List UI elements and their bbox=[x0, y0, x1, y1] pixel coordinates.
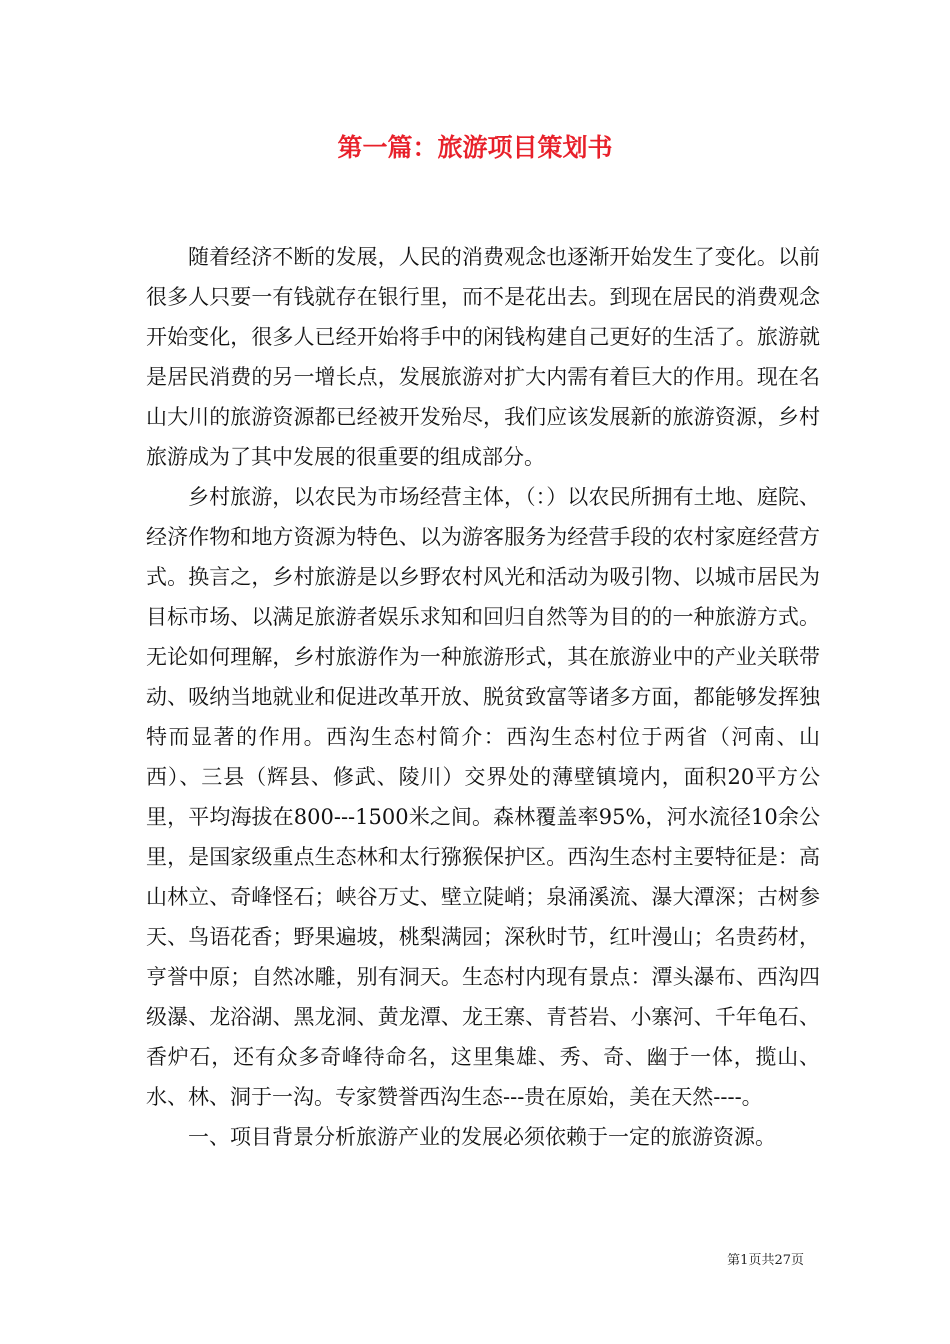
paragraph-intro: 随着经济不断的发展，人民的消费观念也逐渐开始发生了变化。以前很多人只要一有钱就存在银行里，而不是花出去。到现在居民的消费观念开始变化，很多人已经开始将手中的闲钱构建自己更好的生活了。旅游就是居民消费的另一增长点，发展旅游对扩大内需有着巨大的作用。现在名山大川的旅游资源都已经被开发殆尽，我们应该发展新的旅游资源，乡村旅游成为了其中发展的很重要的组成部分。 bbox=[146, 245, 820, 469]
paragraph-project-background: 一、项目背景分析旅游产业的发展必须依赖于一定的旅游资源。 bbox=[188, 1125, 776, 1149]
paragraph-rural-tourism: 乡村旅游，以农民为市场经营主体，（：）以农民所拥有土地、庭院、经济作物和地方资源为特色、以为游客服务为经营手段的农村家庭经营方式。换言之，乡村旅游是以乡野农村风光和活动为吸引物、以城市居民为目标市场、以满足旅游者娱乐求知和回归自然等为目的的一种旅游方式。无论如何理解，乡村旅游作为一种旅游形式，其在旅游业中的产业关联带动、吸纳当地就业和促进改革开放、脱贫致富等诸多方面，都能够发挥独特而显著的作用。西沟生态村简介：西沟生态村位于两省（河南、山西）、三县（辉县、修武、陵川）交界处的薄壁镇境内，面积20平方公里，平均海拔在800---1500米之间。森林覆盖率95%，河水流径10余公里，是国家级重点生态林和太行猕猴保护区。西沟生态村主要特征是：高山林立、奇峰怪石；峡谷万丈、壁立陡峭；泉涌溪流、瀑大潭深；古树参天、鸟语花香；野果遍坡，桃梨满园；深秋时节，红叶漫山；名贵药材，亨誉中原；自然冰雕，别有洞天。生态村内现有景点：潭头瀑布、西沟四级瀑、龙浴湖、黑龙洞、黄龙潭、龙王寨、青苔岩、小寨河、千年龟石、香炉石，还有众多奇峰待命名，这里集雄、秀、奇、幽于一体，揽山、水、林、洞于一沟。专家赞誉西沟生态---贵在原始，美在天然----。 bbox=[146, 485, 820, 1109]
page-number-footer: 第1页共27页 bbox=[727, 1253, 804, 1268]
document-title: 第一篇：旅游项目策划书 bbox=[337, 133, 613, 162]
document-body bbox=[146, 237, 820, 1157]
